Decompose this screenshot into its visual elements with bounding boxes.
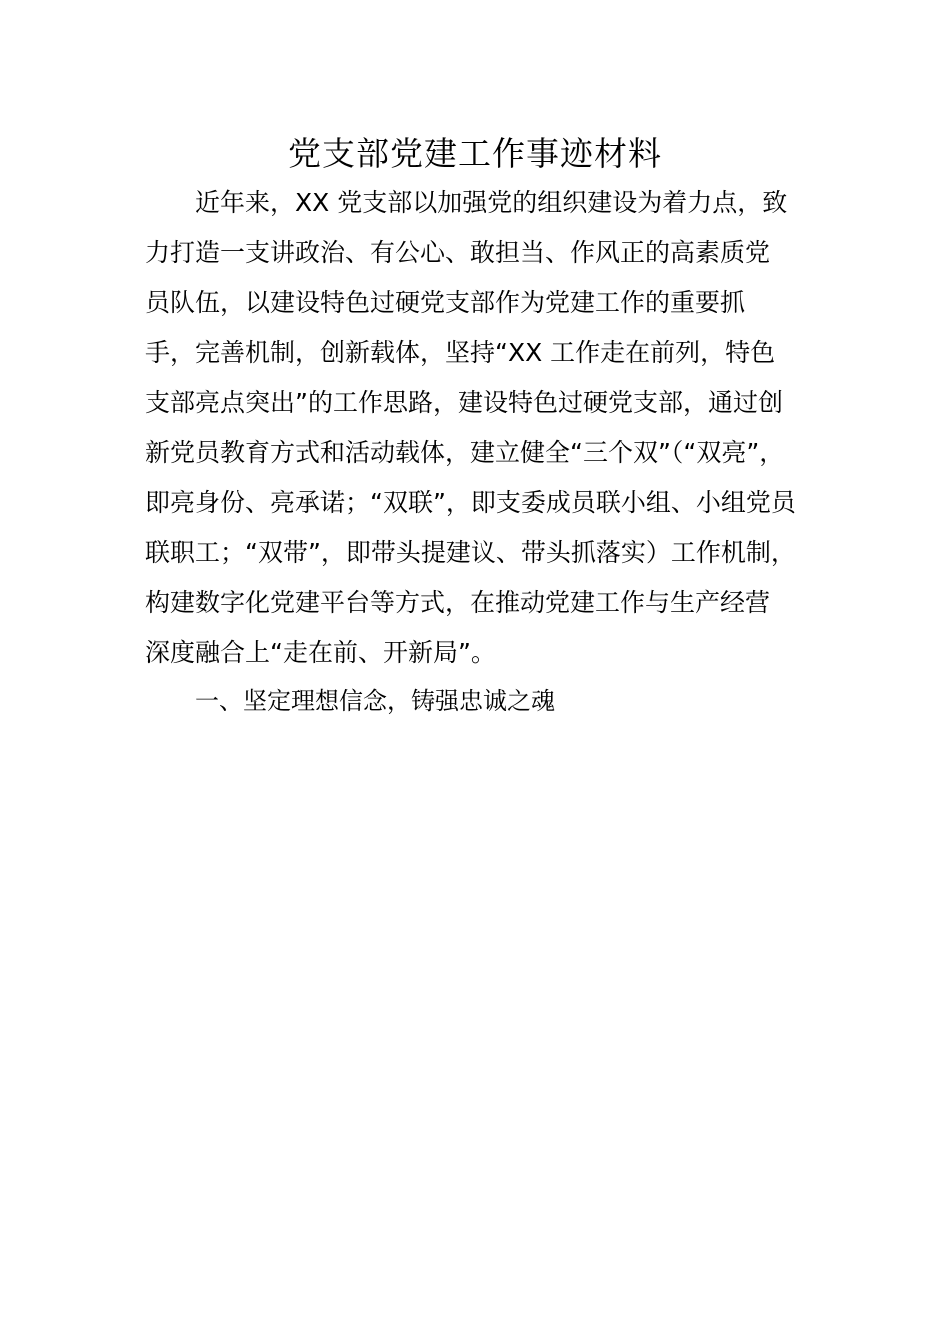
paragraph-line: 新党员教育方式和活动载体，建立健全“三个双”（“双亮”， [145, 438, 785, 467]
paragraph-line: 员队伍，以建设特色过硬党支部作为党建工作的重要抓 [145, 288, 746, 317]
document-title: 党支部党建工作事迹材料 [288, 134, 662, 173]
paragraph-line: 构建数字化党建平台等方式，在推动党建工作与生产经营 [145, 588, 771, 617]
intro-paragraph [145, 178, 809, 678]
section-heading: 一、坚定理想信念，铸强忠诚之魂 [195, 687, 555, 715]
paragraph-line: 手，完善机制，创新载体，坚持“XX 工作走在前列，特色 [145, 338, 776, 367]
paragraph-line: 近年来，XX 党支部以加强党的组织建设为着力点，致 [195, 188, 788, 217]
paragraph-line: 深度融合上“走在前、开新局”。 [145, 638, 496, 667]
paragraph-line: 即亮身份、亮承诺；“双联”，即支委成员联小组、小组党员 [145, 488, 796, 517]
paragraph-line: 支部亮点突出”的工作思路，建设特色过硬党支部，通过创 [145, 388, 783, 417]
paragraph-line: 联职工；“双带”，即带头提建议、带头抓落实）工作机制， [145, 538, 796, 567]
paragraph-line: 力打造一支讲政治、有公心、敢担当、作风正的高素质党 [145, 238, 771, 267]
